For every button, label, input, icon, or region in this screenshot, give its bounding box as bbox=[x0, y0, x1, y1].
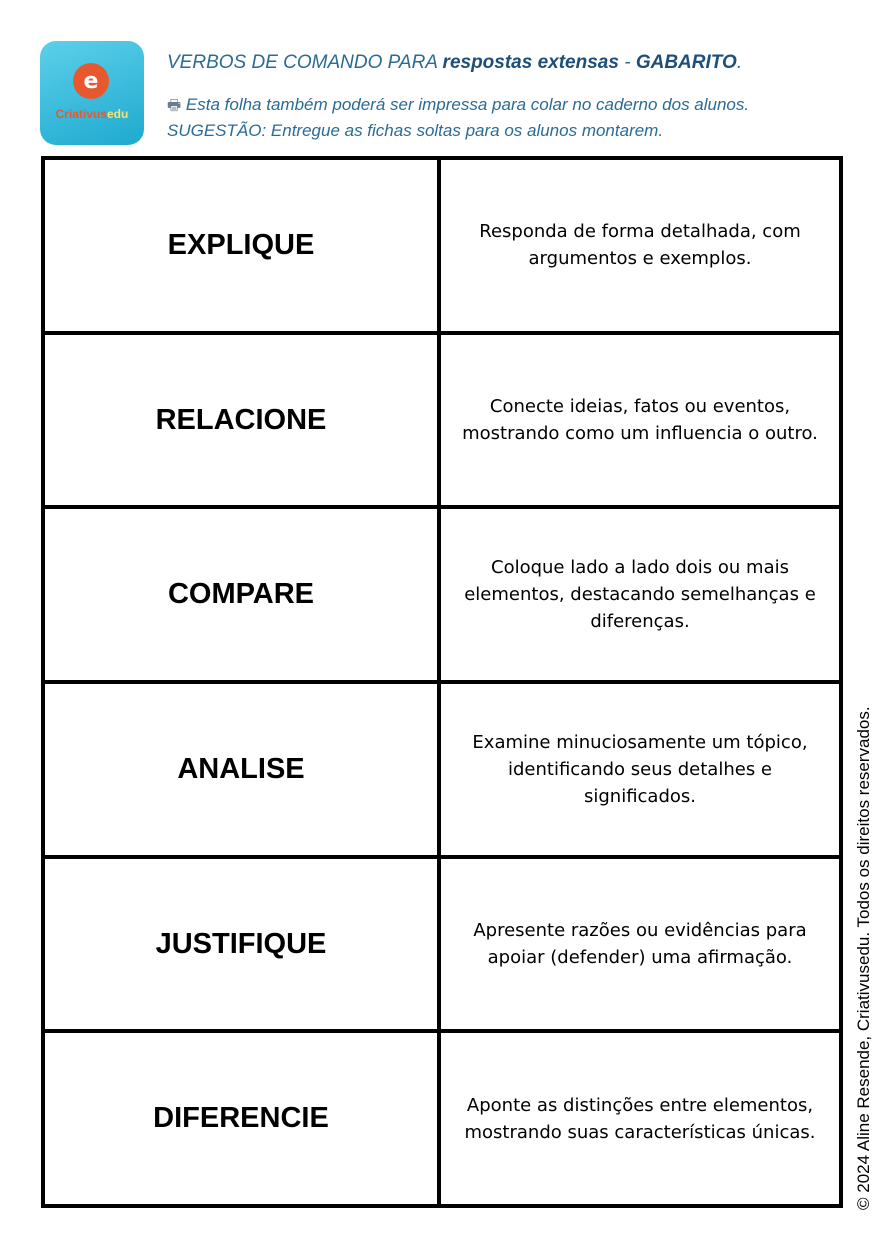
copyright-notice: © 2024 Aline Resende, Criativusedu. Todos os direitos reservados. bbox=[854, 706, 873, 1210]
printer-icon: 🖶 bbox=[167, 97, 182, 114]
description-cell: Conecte ideias, fatos ou eventos, mostrando como um influencia o outro. bbox=[462, 396, 818, 444]
table-row bbox=[45, 684, 839, 859]
table-row bbox=[45, 509, 839, 684]
description-cell: Aponte as distinções entre elementos, mostrando suas características únicas. bbox=[464, 1094, 816, 1143]
verb-cell: RELACIONE bbox=[45, 335, 441, 506]
table-row bbox=[45, 335, 839, 510]
instruction-note bbox=[167, 92, 817, 143]
description-cell: Coloque lado a lado dois ou mais elementos, destacando semelhanças e diferenças. bbox=[464, 557, 816, 633]
description-cell: Examine minuciosamente um tópico, identificando seus detalhes e significados. bbox=[472, 731, 808, 807]
verb-cell: JUSTIFIQUE bbox=[45, 859, 441, 1030]
logo-wordmark: Criativusedu bbox=[55, 107, 129, 121]
verb-cell: EXPLIQUE bbox=[45, 160, 441, 331]
description-cell: Apresente razões ou evidências para apoiar (defender) uma afirmação. bbox=[473, 920, 807, 969]
page-title: VERBOS DE COMANDO PARA respostas extensas - GABARITO. bbox=[167, 52, 743, 73]
table-row bbox=[45, 859, 839, 1034]
table-row bbox=[45, 160, 839, 335]
instruction-text: Esta folha também poderá ser impressa para colar no caderno dos alunos. SUGESTÃO: Entregue as fichas soltas para os alunos montarem. bbox=[167, 95, 750, 140]
description-cell: Responda de forma detalhada, com argumentos e exemplos. bbox=[479, 221, 801, 270]
verb-cell: ANALISE bbox=[45, 684, 441, 855]
table-row bbox=[45, 1033, 839, 1204]
criativusedu-logo bbox=[40, 41, 144, 145]
verb-cell: DIFERENCIE bbox=[45, 1033, 441, 1204]
verbs-table bbox=[41, 156, 843, 1208]
logo-e-icon: e bbox=[73, 63, 109, 99]
verb-cell: COMPARE bbox=[45, 509, 441, 680]
